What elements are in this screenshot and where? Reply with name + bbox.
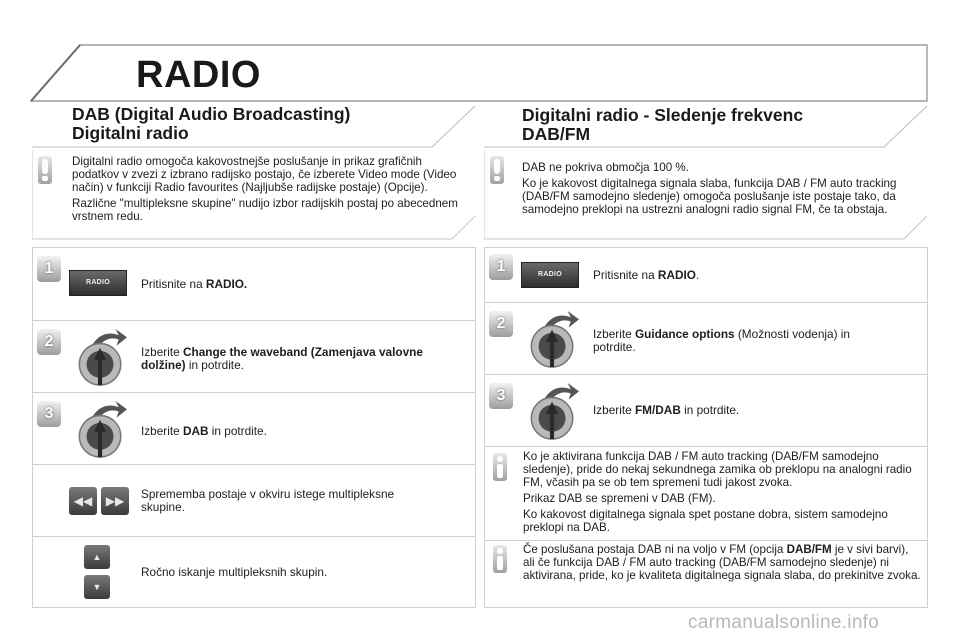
step-text-pre: Pritisnite na [593, 268, 658, 282]
right-warning-text-2: Ko je kakovost digitalnega signala slaba, funkcija DAB / FM auto tracking (DAB/FM samodejno sledenje) omogoča poslušanje iste postaje tako, da samodejno preklopi na ustrezni analogni radio signal FM, če ta obstaja. [522, 177, 897, 216]
warning-exclamation-icon [490, 156, 504, 184]
warning-exclamation-icon [38, 156, 52, 184]
rotary-knob-icon[interactable] [523, 377, 579, 443]
right-step-3-text [593, 404, 913, 417]
info-text-bold: DAB/FM [786, 543, 832, 556]
left-title-line-2: Digitalni radio [72, 123, 189, 143]
right-steps-panel [484, 247, 928, 608]
right-step-1 [485, 248, 927, 303]
step-text-pre: Pritisnite na [141, 277, 206, 291]
step-number-badge: 2 [37, 329, 61, 355]
step-number-badge: 3 [489, 383, 513, 409]
right-info-2 [485, 541, 927, 607]
radio-button[interactable]: RADIO [521, 262, 579, 288]
right-title-line-2: DAB/FM [522, 124, 591, 144]
step-text-post: in potrdite. [208, 424, 267, 438]
right-title-line-1: Digitalni radio - Sledenje frekvenc [522, 105, 804, 125]
rotary-knob-icon[interactable] [71, 395, 127, 461]
fast-forward-icon[interactable]: ▶▶ [101, 487, 129, 515]
step-text-post: . [695, 268, 700, 282]
right-step-2 [485, 303, 927, 375]
right-info-text-3: Ko kakovost digitalnega signala spet postane dobra, sistem samodejno preklopi na DAB. [523, 508, 888, 534]
step-text-bold: DAB [182, 424, 209, 438]
step-text-pre: Izberite [141, 424, 183, 438]
left-steps-panel [32, 247, 476, 608]
scroll-description: Ročno iskanje multipleksnih skupin. [141, 565, 328, 579]
step-text-bold: RADIO [657, 268, 696, 282]
left-step-2-text [141, 346, 461, 372]
step-number-badge: 2 [489, 311, 513, 337]
step-text-pre: Izberite [141, 345, 183, 359]
step-number-badge: 1 [489, 254, 513, 280]
info-icon [493, 545, 507, 573]
left-step-1 [33, 248, 475, 321]
left-warning-text-2: Različne "multipleksne skupine" nudijo izbor radijskih postaj po abecednem vrstnem redu. [72, 196, 458, 223]
step-text-pre: Izberite [593, 327, 635, 341]
left-step-1-text [141, 278, 461, 291]
step-text-bold: RADIO. [205, 277, 248, 291]
right-info-2-text [523, 544, 923, 582]
rotary-knob-icon[interactable] [523, 305, 579, 371]
left-warning-text-1: Digitalni radio omogoča kakovostnejše poslušanje in prikaz grafičnih podatkov v zvezi z izbrano radijsko postajo, če izberete Video mode (Video način) v funkciji Radio favourites (Najljubše radijske postaje) (Opcije). [72, 155, 457, 194]
step-number-badge: 1 [37, 256, 61, 282]
step-text-post: in potrdite. [185, 358, 244, 372]
step-text-pre: Izberite [593, 403, 635, 417]
left-warning-box [32, 150, 476, 240]
left-scroll-row [33, 537, 475, 607]
step-number-badge: 3 [37, 401, 61, 427]
watermark: carmanualsonline.info [688, 612, 880, 633]
info-text-pre: Če poslušana postaja DAB ni na voljo v FM (opcija [523, 543, 787, 556]
seek-description: Sprememba postaje v okviru istege multipleksne skupine. [141, 487, 395, 514]
step-text-post: in potrdite. [680, 403, 740, 417]
right-warning-text-1: DAB ne pokriva območja 100 %. [522, 161, 689, 174]
right-step-2-text [593, 328, 893, 354]
arrow-up-icon[interactable]: ▲ [84, 545, 110, 569]
left-seek-row [33, 465, 475, 537]
step-text-bold: Guidance options [634, 327, 735, 341]
left-step-3 [33, 393, 475, 465]
right-info-text-1: Ko je aktivirana funkcija DAB / FM auto tracking (DAB/FM samodejno sledenje), pride do nekaj sekundnega zamika ob preklopu na analogni radio FM, včasih pa se ob tem spremeni tudi jakost zvoka. [523, 450, 912, 489]
step-text-bold: Change the waveband (Zamenjava valovne dolžine) [141, 345, 423, 372]
arrow-down-icon[interactable]: ▼ [84, 575, 110, 599]
left-title-line-1: DAB (Digital Audio Broadcasting) [72, 104, 351, 124]
page-title: RADIO [136, 54, 261, 96]
info-text-post: je v sivi barvi), ali če funkcija DAB / FM auto tracking (DAB/FM samodejno sledenje) ni aktivirana, pride, ko je kvaliteta digitalnega signala slaba, do prekinitve zvoka. [523, 543, 921, 582]
right-info-text-2: Prikaz DAB se spremeni v DAB (FM). [523, 491, 716, 505]
info-icon [493, 453, 507, 481]
right-info-1 [485, 447, 927, 541]
rewind-icon[interactable]: ◀◀ [69, 487, 97, 515]
right-step-3 [485, 375, 927, 447]
left-step-2 [33, 321, 475, 393]
radio-button[interactable]: RADIO [69, 270, 127, 296]
right-section-title [522, 106, 902, 144]
step-text-bold: FM/DAB [634, 403, 681, 417]
left-step-3-text [141, 425, 461, 438]
right-warning-box [484, 150, 928, 240]
right-step-1-text [593, 269, 913, 282]
left-section-title [72, 105, 452, 143]
step-text-post: (Možnosti vodenja) in potrdite. [593, 327, 850, 354]
rotary-knob-icon[interactable] [71, 323, 127, 389]
